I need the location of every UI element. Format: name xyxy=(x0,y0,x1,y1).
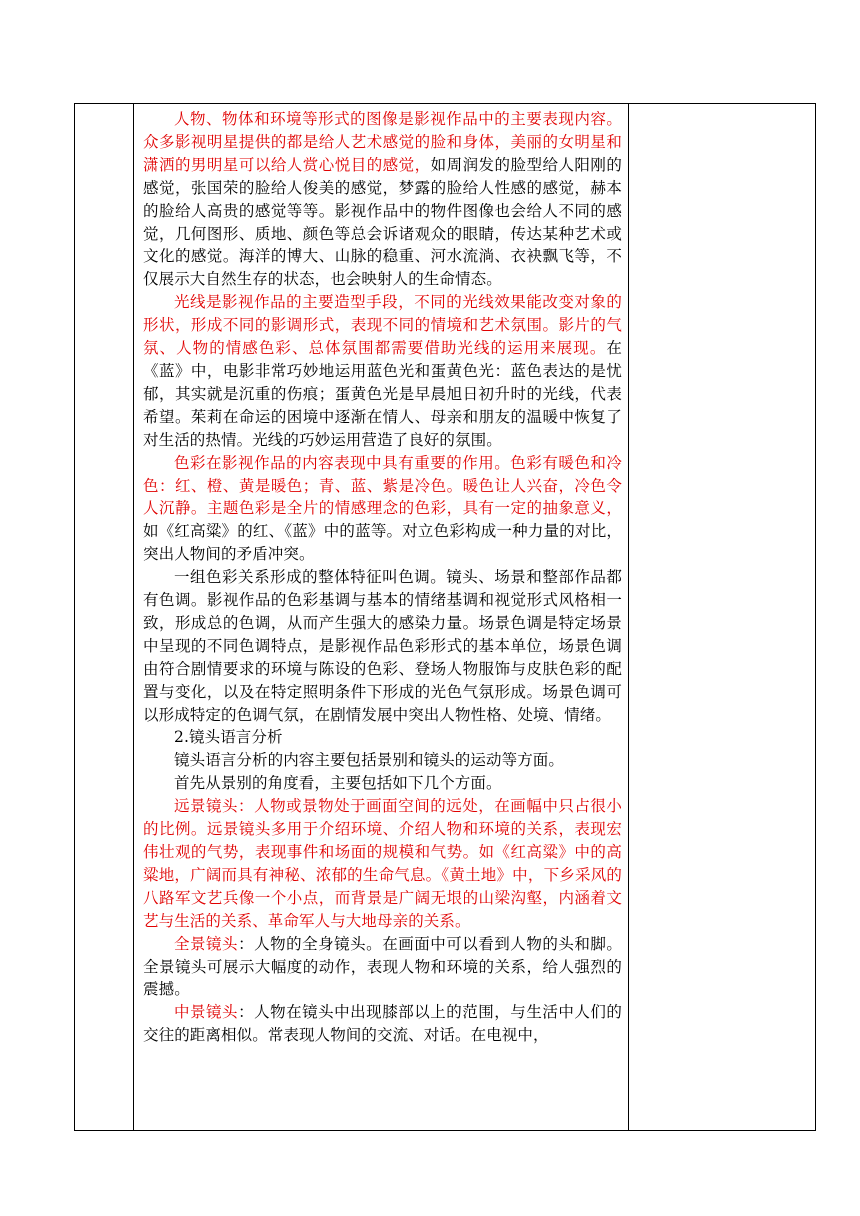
paragraph-long-shot xyxy=(143,795,622,932)
left-empty-cell xyxy=(75,104,134,1131)
paragraph-full-shot xyxy=(143,933,622,1002)
paragraph-red-text: 全景镜头 xyxy=(174,934,239,953)
paragraph-text: 如周润发的脸型给人阳刚的感觉，张国荣的脸给人俊美的感觉，梦露的脸给人性感的感觉，赫本的脸给人高贵的感觉等等。影视作品中的物件图像也会给人不同的感觉，几何图形、质地、颜色等总会诉诸观众的眼睛，传达某种艺术或文化的感觉。海洋的博大、山脉的稳重、河水流淌、衣袂飘飞等，不仅展示大自然生存的状态，也会映射人的生命情态。 xyxy=(143,155,622,289)
paragraph-red-text: 远景镜头：人物或景物处于画面空间的远处，在画幅中只占很小的比例。远景镜头多用于介绍环境、介绍人物和环境的关系，表现宏伟壮观的气势，表现事件和场面的规模和气势。如《红高粱》中的高粱地，广阔而具有神秘、浓郁的生命气息。《黄土地》中，下乡采风的八路军文艺兵像一个小点，而背景是广阔无垠的山梁沟壑，内涵着文艺与生活的关系、革命军人与大地母亲的关系。 xyxy=(143,797,622,930)
paragraph-text: 一组色彩关系形成的整体特征叫色调。镜头、场景和整部作品都有色调。影视作品的色彩基调与基本的情绪基调和视觉形式风格相一致，形成总的色调，从而产生强大的感染力量。场景色调是特定场景中呈现的不同色调特点，是影视作品色彩形式的基本单位，场景色调由符合剧情要求的环境与陈设的色彩、登场人物服饰与皮肤色彩的配置与变化，以及在特定照明条件下形成的光色气氛形成。场景色调可以形成特定的色调气氛，在剧情发展中突出人物性格、处境、情绪。 xyxy=(143,568,622,724)
paragraph-image-forms xyxy=(143,108,622,291)
paragraph-text: ：人物在镜头中出现膝部以上的范围，与生活中人们的交往的距离相似。常表现人物间的交流、对话。在电视中， xyxy=(143,1003,622,1045)
paragraph-shot-scale-intro xyxy=(143,772,622,795)
paragraph-light xyxy=(143,291,622,451)
paragraph-text: 在《蓝》中，电影非常巧妙地运用蓝色光和蛋黄色光：蓝色表达的是忧郁，其实就是沉重的伤痕；蛋黄色光是早晨旭日初升时的光线，代表希望。茱莉在命运的困境中逐渐在情人、母亲和朋友的温暖中恢复了对生活的热情。光线的巧妙运用营造了良好的氛围。 xyxy=(143,339,622,449)
paragraph-text: ：人物的全身镜头。在画面中可以看到人物的头和脚。全景镜头可展示大幅度的动作，表现人物和环境的关系，给人强烈的震撼。 xyxy=(143,934,622,999)
main-text-cell xyxy=(134,104,629,1131)
paragraph-text: 如《红高粱》的红、《蓝》中的蓝等。对立色彩构成一种力量的对比，突出人物间的矛盾冲突。 xyxy=(143,522,622,564)
table-row xyxy=(75,104,816,1131)
paragraph-tone xyxy=(143,566,622,726)
paragraph-text: 2.镜头语言分析 xyxy=(174,728,283,747)
paragraph-color xyxy=(143,452,622,567)
paragraph-text: 镜头语言分析的内容主要包括景别和镜头的运动等方面。 xyxy=(174,751,565,770)
paragraph-red-text: 人物、物体和环境等形式的图像是影视作品中的主要表现内容。众多影视明星提供的都是给人艺术感觉的脸和身体，美丽的女明星和潇洒的男明星可以给人赏心悦目的感觉， xyxy=(143,110,622,174)
paragraph-red-text: 色彩在影视作品的内容表现中具有重要的作用。色彩有暖色和冷色：红、橙、黄是暖色；青、蓝、紫是冷色。暖色让人兴奋，冷色令人沉静。主题色彩是全片的情感理念的色彩，具有一定的抽象意义， xyxy=(143,453,622,518)
content-table xyxy=(74,103,816,1131)
paragraph-red-text: 中景镜头 xyxy=(174,1003,239,1022)
paragraph-medium-shot xyxy=(143,1001,622,1047)
paragraph-shot-intro xyxy=(143,749,622,772)
right-empty-cell xyxy=(629,104,816,1131)
section-heading-shot-language xyxy=(143,726,622,749)
paragraph-text: 首先从景别的角度看，主要包括如下几个方面。 xyxy=(174,774,502,793)
paragraph-red-text: 光线是影视作品的主要造型手段，不同的光线效果能改变对象的形状，形成不同的影调形式，表现不同的情境和艺术氛围。影片的气氛、人物的情感色彩、总体氛围都需要借助光线的运用来展现。 xyxy=(143,293,622,358)
